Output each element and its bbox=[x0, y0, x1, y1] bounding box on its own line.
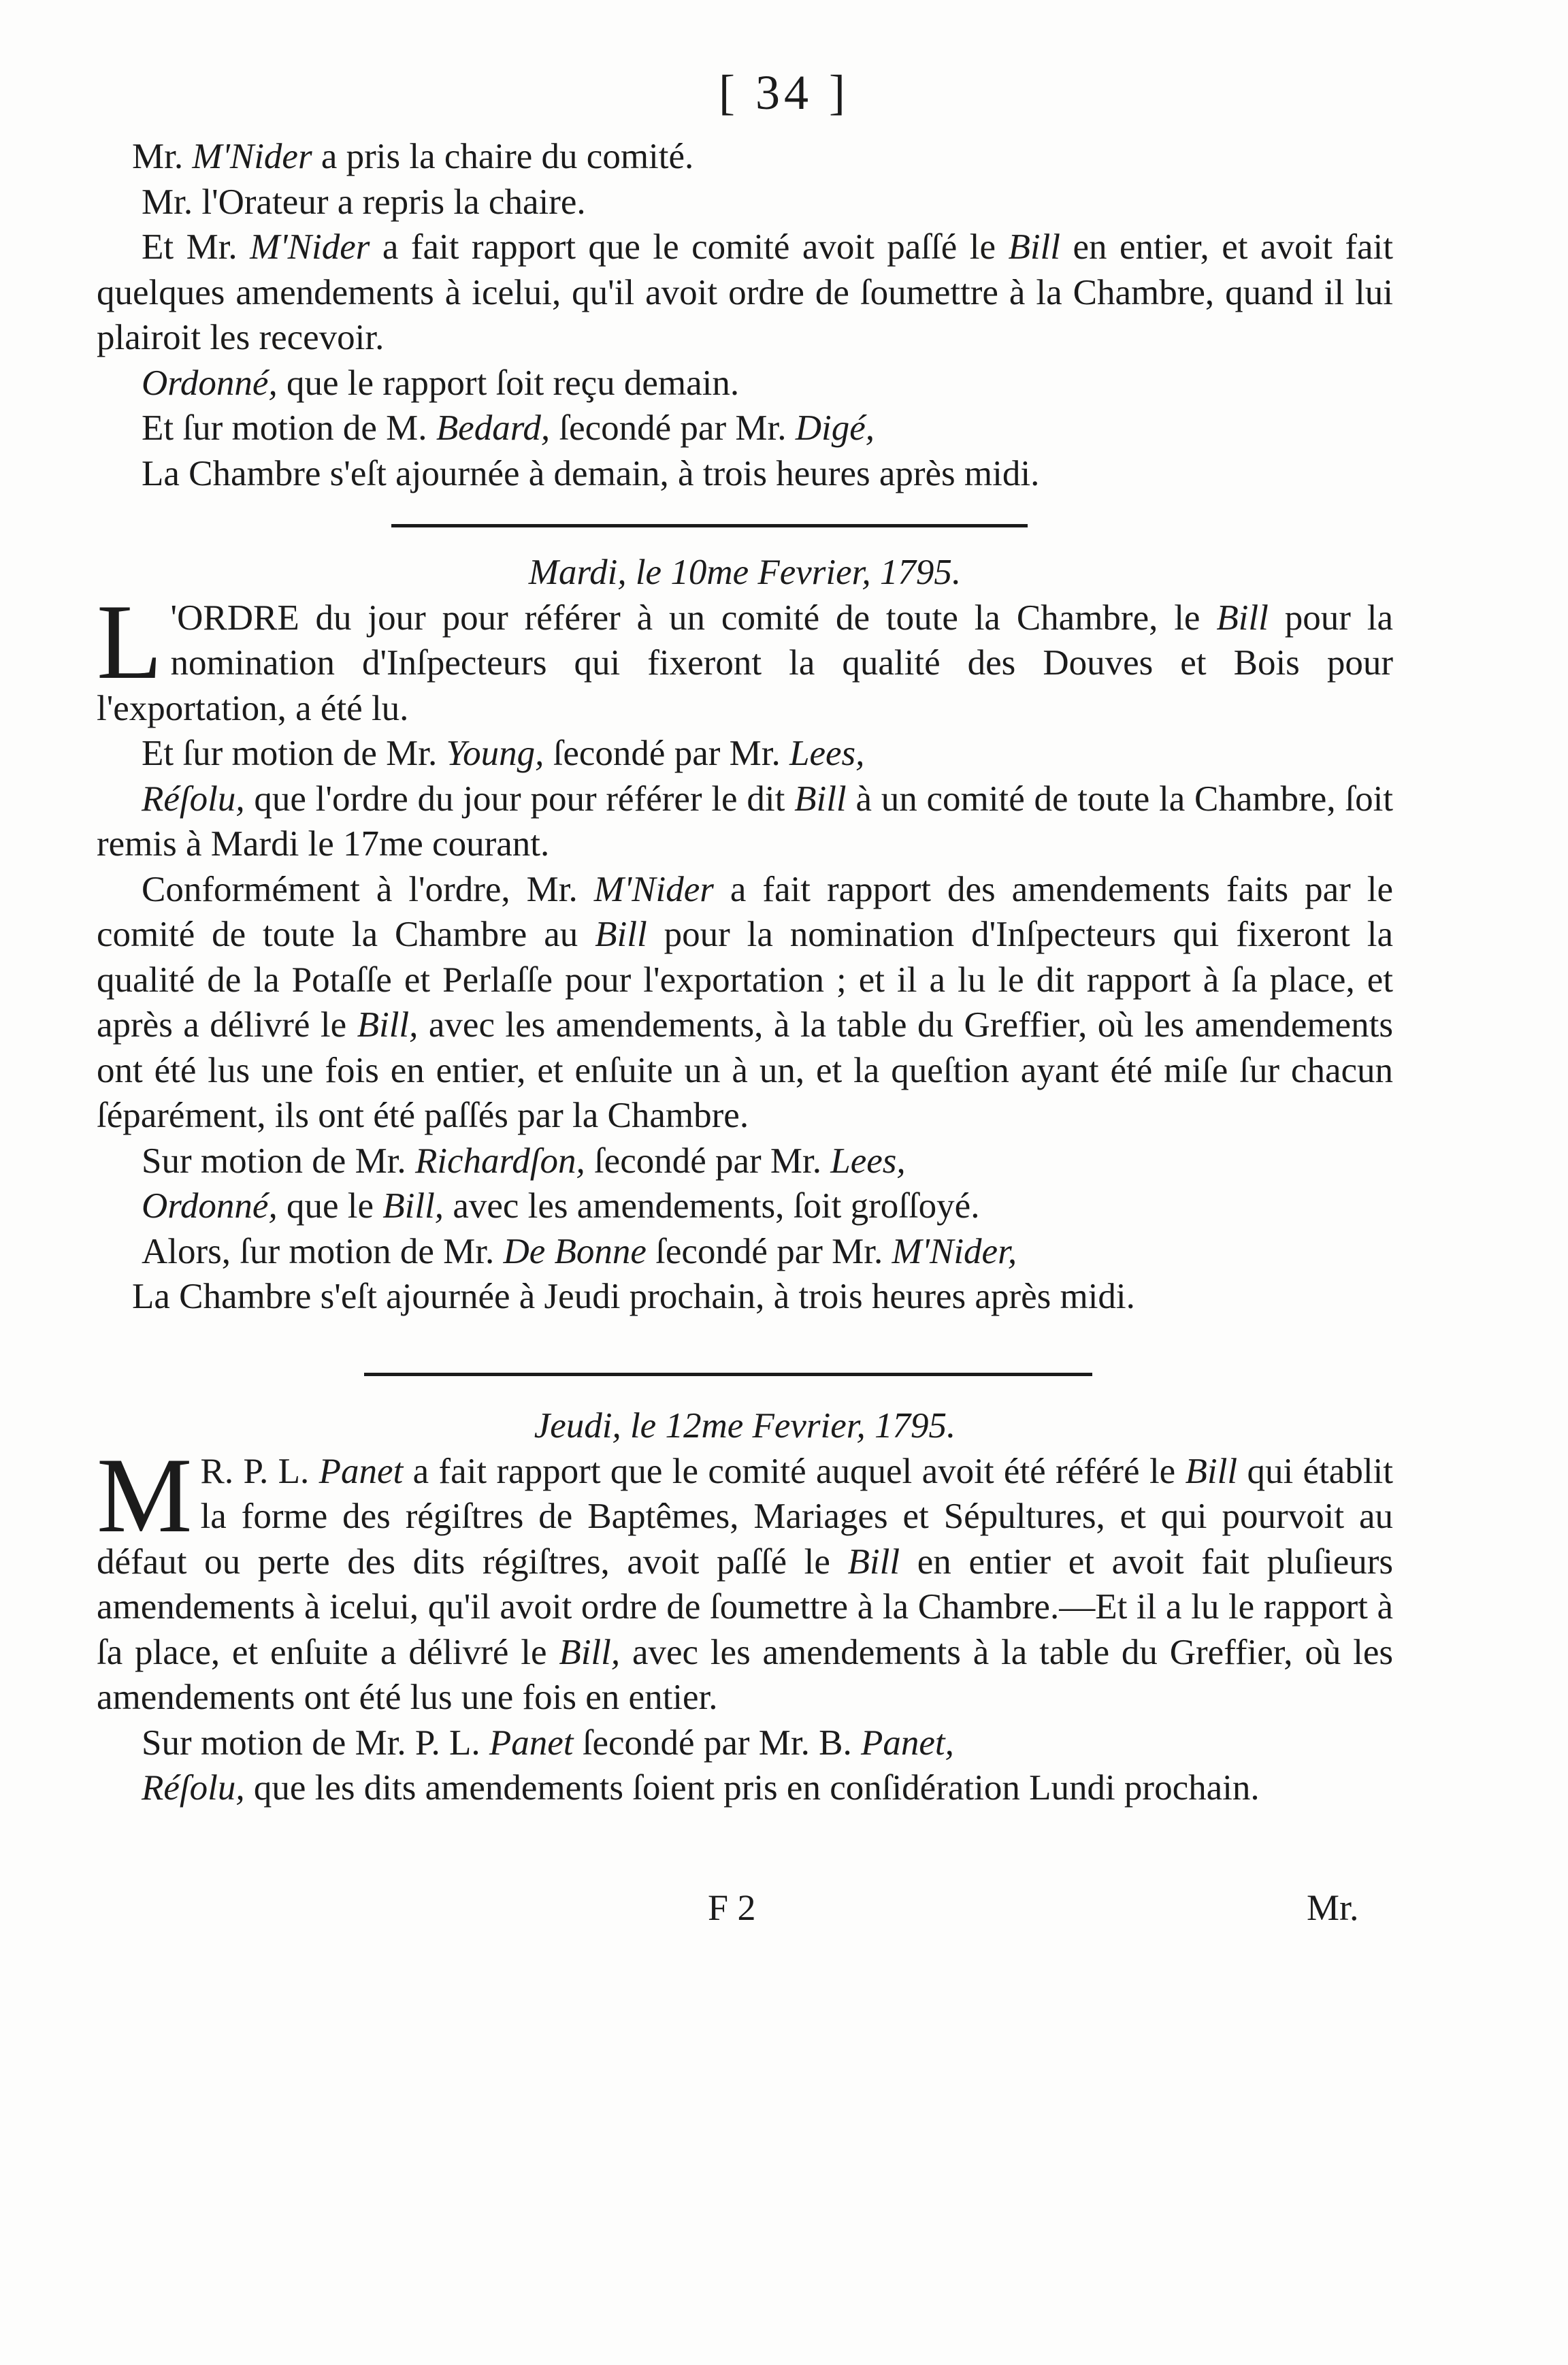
paragraph: Réſolu, que l'ordre du jour pour référer le dit Bill à un comité de toute la Chambre, ſoit remis à Mardi le 17me courant. bbox=[97, 779, 1394, 864]
signature-mark: F 2 bbox=[708, 1887, 756, 1928]
text-line: Sur motion de Mr. P. L. Panet ſecondé par Mr. B. Panet, bbox=[142, 1723, 954, 1763]
session-date: Jeudi, le 12me Fevrier, 1795. bbox=[534, 1406, 956, 1446]
paragraph: Réſolu, que les dits amendements ſoient pris en conſidération Lundi prochain. bbox=[142, 1768, 1260, 1808]
text-line: Ordonné, que le rapport ſoit reçu demain. bbox=[142, 363, 740, 403]
text-line: La Chambre s'eſt ajournée à demain, à trois heures après midi. bbox=[142, 453, 1040, 493]
proceedings-block-2 bbox=[97, 550, 1393, 1320]
text-line: Alors, ſur motion de Mr. De Bonne ſecondé par Mr. M'Nider, bbox=[142, 1231, 1017, 1271]
text-line: La Chambre s'eſt ajournée à Jeudi prochain, à trois heures après midi. bbox=[132, 1277, 1135, 1316]
text-line: Mr. l'Orateur a repris la chaire. bbox=[142, 182, 586, 222]
paragraph: L 'ORDRE du jour pour référer à un comité de toute la Chambre, le Bill pour la nomination d'Inſpecteurs qui fixeront la qualité des Douves et Bois pour l'exportation, a été lu. bbox=[97, 582, 1393, 728]
paragraph: Conformément à l'ordre, Mr. M'Nider a fait rapport des amendements faits par le comité de toute la Chambre au Bill pour la nomination d'Inſpecteurs qui fixeront la qualité de la Potaſſe et Perlaſſe pour l'exportation ; et il a lu le dit rapport à ſa place, et après a délivré le Bill, avec les amendements, à la table du Greffier, où les amendements ont été lus une fois en entier, et enſuite un à un, et la queſtion ayant été miſe ſur chacun ſéparément, ils ont été paſſés par la Chambre. bbox=[97, 869, 1394, 1135]
text-line: Ordonné, que le Bill, avec les amendements, ſoit groſſoyé. bbox=[142, 1186, 980, 1226]
section-divider bbox=[364, 1373, 1092, 1376]
drop-cap: M bbox=[97, 1435, 193, 1555]
text-line: Et ſur motion de Mr. Young, ſecondé par Mr. Lees, bbox=[142, 734, 865, 773]
session-date: Mardi, le 10me Fevrier, 1795. bbox=[528, 553, 962, 592]
text-line: Mr. M'Nider a pris la chaire du comité. bbox=[132, 137, 694, 176]
proceedings-block-3 bbox=[97, 1403, 1393, 1811]
page-number: [ 34 ] bbox=[719, 65, 849, 120]
drop-cap: L bbox=[97, 582, 163, 702]
text-line: Sur motion de Mr. Richardſon, ſecondé par Mr. Lees, bbox=[142, 1141, 906, 1181]
catchword: Mr. bbox=[1307, 1887, 1359, 1928]
section-divider bbox=[391, 524, 1028, 527]
proceedings-block-1 bbox=[97, 134, 1393, 496]
paragraph: Et Mr. M'Nider a fait rapport que le comité avoit paſſé le Bill en entier, et avoit fait quelques amendements à icelui, qu'il avoit ordre de ſoumettre à la Chambre, quand il lui plairoit les recevoir. bbox=[97, 227, 1393, 357]
paragraph: M R. P. L. Panet a fait rapport que le comité auquel avoit été référé le Bill qui établit la forme des régiſtres de Baptêmes, Mariages et Sépultures, et qui pourvoit au défaut ou perte des dits régiſtres, avoit paſſé le Bill en entier et avoit fait pluſieurs amendements à icelui, qu'il avoit ordre de ſoumettre à la Chambre.—Et il a lu le rapport à ſa place, et enſuite a délivré le Bill, avec les amendements à la table du Greffier, où les amendements ont été lus une fois en entier. bbox=[97, 1435, 1394, 1717]
text-line: Et ſur motion de M. Bedard, ſecondé par Mr. Digé, bbox=[142, 408, 875, 448]
